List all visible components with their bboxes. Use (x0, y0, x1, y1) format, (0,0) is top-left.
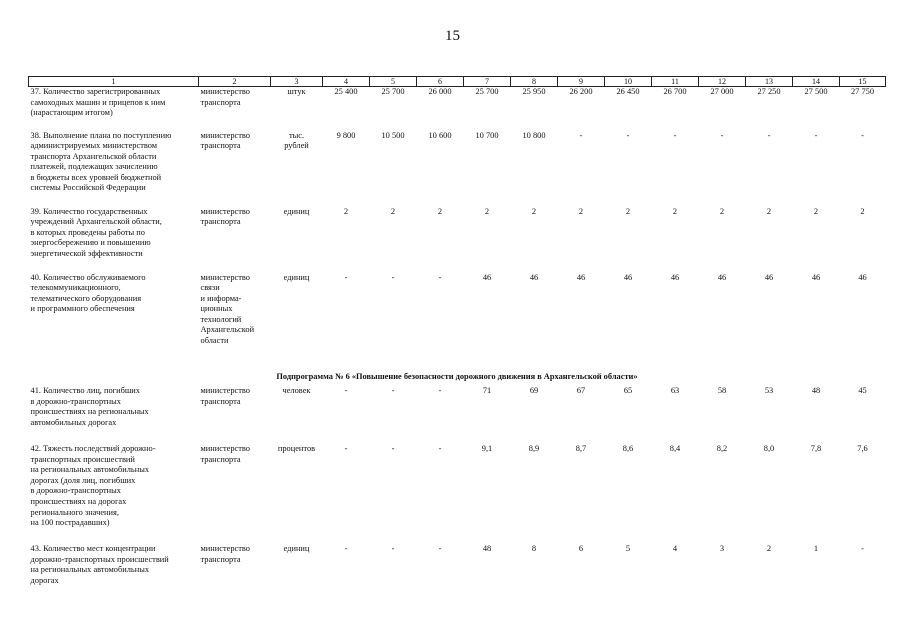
indicator-value: - (579, 130, 583, 140)
indicator-value: 2 (484, 206, 490, 216)
indicator-value: 53 (764, 386, 774, 396)
column-number: 15 (840, 77, 886, 87)
indicator-value: 25 700 (475, 87, 499, 96)
indicator-value: 10 500 (381, 130, 405, 140)
indicator-value: 69 (529, 386, 539, 396)
indicator-value: 10 700 (475, 130, 499, 140)
indicator-value: - (391, 544, 395, 554)
indicator-value: 26 450 (616, 87, 640, 96)
unit-of-measure: человек (282, 386, 311, 396)
indicator-value: 9,1 (481, 444, 493, 454)
indicator-value: 46 (623, 272, 633, 282)
indicator-value: 26 700 (663, 87, 687, 96)
indicator-value: 8,4 (669, 444, 681, 454)
indicator-value: 46 (717, 272, 727, 282)
responsible-executor: министерство транспорта (200, 386, 250, 406)
responsible-executor: министерство транспорта (200, 206, 250, 227)
indicator-name: 43. Количество мест концентрации дорожно-транспортных происшествий на региональных автомобильных дорогах (30, 544, 169, 585)
indicator-value: 5 (625, 544, 631, 554)
indicator-value: - (720, 130, 724, 140)
indicator-value: 1 (813, 544, 819, 554)
column-number: 4 (323, 77, 370, 87)
indicator-value: - (626, 130, 630, 140)
indicator-name: 42. Тяжесть последствий дорожно- транспортных происшествий на региональных автомобильных дорогах (доля лиц, погибших в дорожно-транспортных происшествиях на дорогах регионального значения, на 100 пострадавших) (30, 444, 156, 528)
indicator-value: - (861, 130, 864, 140)
indicator-value: 26 200 (569, 87, 593, 96)
indicator-name: 38. Выполнение плана по поступлению администрируемых министерством транспорта Архангельской области платежей, подлежащих зачислению в бюджеты всех уровней бюджетной системы Российской Федерации (30, 130, 172, 193)
responsible-executor: министерство транспорта (200, 87, 250, 107)
indicator-value: 26 000 (428, 87, 452, 96)
column-number: 8 (511, 77, 558, 87)
indicator-value: 2 (672, 206, 678, 216)
indicator-name: 40. Количество обслуживаемого телекоммуникационного, телематического оборудования и программного обеспечения (30, 272, 146, 314)
column-number: 13 (746, 77, 793, 87)
indicator-value: 10 800 (522, 130, 546, 140)
indicator-value: 46 (764, 272, 774, 282)
indicator-value: 6 (578, 544, 584, 554)
indicator-value: 8,9 (528, 444, 540, 454)
column-number: 3 (271, 77, 323, 87)
indicator-value: 27 250 (757, 87, 781, 96)
indicator-value: 27 750 (850, 87, 875, 96)
indicator-value: 4 (672, 544, 678, 554)
indicator-value: 46 (576, 272, 586, 282)
indicator-value: 45 (858, 386, 867, 396)
unit-of-measure: единиц (283, 206, 310, 216)
unit-of-measure: штук (287, 87, 306, 96)
indicator-value: 58 (717, 386, 727, 396)
indicators-table (28, 76, 886, 596)
unit-of-measure: процентов (277, 444, 316, 454)
indicator-value: - (344, 386, 348, 396)
column-number: 5 (370, 77, 417, 87)
indicator-value: - (767, 130, 771, 140)
responsible-executor: министерство транспорта (200, 444, 250, 464)
column-number: 6 (417, 77, 464, 87)
indicator-value: 9 800 (336, 130, 356, 140)
indicator-value: 8,2 (716, 444, 728, 454)
indicator-value: 65 (623, 386, 633, 396)
indicator-value: - (438, 272, 442, 282)
indicator-value: - (438, 544, 442, 554)
indicator-value: 8,0 (763, 444, 775, 454)
indicator-value: 8,6 (622, 444, 634, 454)
page-number: 15 (445, 28, 460, 44)
indicator-name: 39. Количество государственных учреждений Архангельской области, в которых проведены работы по энергосбережению и повышению энергетической эффективности (30, 206, 162, 258)
indicator-value: - (344, 444, 348, 454)
indicator-value: 25 700 (381, 87, 405, 96)
table-row (29, 544, 886, 596)
indicator-value: - (814, 130, 818, 140)
column-number: 1 (29, 77, 199, 87)
indicator-value: 48 (482, 544, 492, 554)
column-number: 2 (199, 77, 271, 87)
table-row (29, 386, 886, 444)
indicator-value: 48 (811, 386, 821, 396)
table-row (29, 131, 886, 207)
indicator-value: - (438, 386, 442, 396)
indicator-value: 67 (576, 386, 586, 396)
responsible-executor: министерство связи и информа- ционных технологий Архангельской области (200, 272, 255, 346)
table-row (29, 207, 886, 273)
subprogram-row (29, 365, 886, 387)
indicator-value: 2 (531, 206, 537, 216)
unit-of-measure: тыс. рублей (284, 130, 309, 151)
indicator-value: 46 (482, 272, 492, 282)
indicator-value: 2 (860, 206, 865, 216)
indicator-value: 8,7 (575, 444, 587, 454)
indicator-value: 8 (531, 544, 537, 554)
indicator-value: 10 600 (428, 130, 452, 140)
indicator-value: 46 (670, 272, 680, 282)
unit-of-measure: единиц (283, 272, 310, 282)
table-row (29, 273, 886, 365)
unit-of-measure: единиц (283, 544, 310, 554)
indicator-name: 37. Количество зарегистрированных самоходных машин и прицепов к ним (нарастающим итогом) (30, 87, 166, 118)
indicator-value: - (391, 444, 395, 454)
table-row (29, 444, 886, 544)
indicator-value: 2 (390, 206, 396, 216)
indicator-name: 41. Количество лиц, погибших в дорожно-транспортных происшествиях на региональных автомобильных дорогах (30, 386, 149, 427)
indicator-value: - (344, 272, 348, 282)
column-number: 7 (464, 77, 511, 87)
indicator-value: 25 400 (334, 87, 358, 96)
indicator-value: 46 (858, 272, 867, 282)
indicator-value: 27 000 (710, 87, 734, 96)
responsible-executor: министерство транспорта (200, 130, 250, 151)
responsible-executor: министерство транспорта (200, 544, 250, 564)
indicator-value: 2 (343, 206, 349, 216)
column-number-row (29, 77, 886, 87)
indicator-value: 2 (437, 206, 443, 216)
indicator-value: 63 (670, 386, 680, 396)
column-number: 14 (793, 77, 840, 87)
indicator-value: 71 (482, 386, 492, 396)
indicator-value: - (344, 544, 348, 554)
table-row (29, 87, 886, 131)
column-number: 11 (652, 77, 699, 87)
indicator-value: - (391, 272, 395, 282)
indicator-value: 2 (766, 206, 772, 216)
indicator-value: - (673, 130, 677, 140)
indicator-value: 46 (529, 272, 539, 282)
column-number: 10 (605, 77, 652, 87)
indicator-value: 3 (719, 544, 725, 554)
indicator-value: - (861, 544, 864, 554)
indicator-value: - (391, 386, 395, 396)
indicator-value: 2 (813, 206, 819, 216)
indicator-value: 7,6 (857, 444, 868, 454)
indicator-value: 2 (625, 206, 631, 216)
indicator-value: 27 500 (804, 87, 828, 96)
column-number: 12 (699, 77, 746, 87)
indicator-value: 2 (766, 544, 772, 554)
subprogram-title: Подпрограмма № 6 «Повышение безопасности дорожного движения в Архангельской области» (276, 371, 638, 381)
indicator-value: 2 (719, 206, 725, 216)
indicator-value: 2 (578, 206, 584, 216)
table-body (29, 77, 886, 597)
indicator-value: 25 950 (522, 87, 546, 96)
indicator-value: - (438, 444, 442, 454)
column-number: 9 (558, 77, 605, 87)
indicator-value: 46 (811, 272, 821, 282)
indicator-value: 7,8 (810, 444, 822, 454)
